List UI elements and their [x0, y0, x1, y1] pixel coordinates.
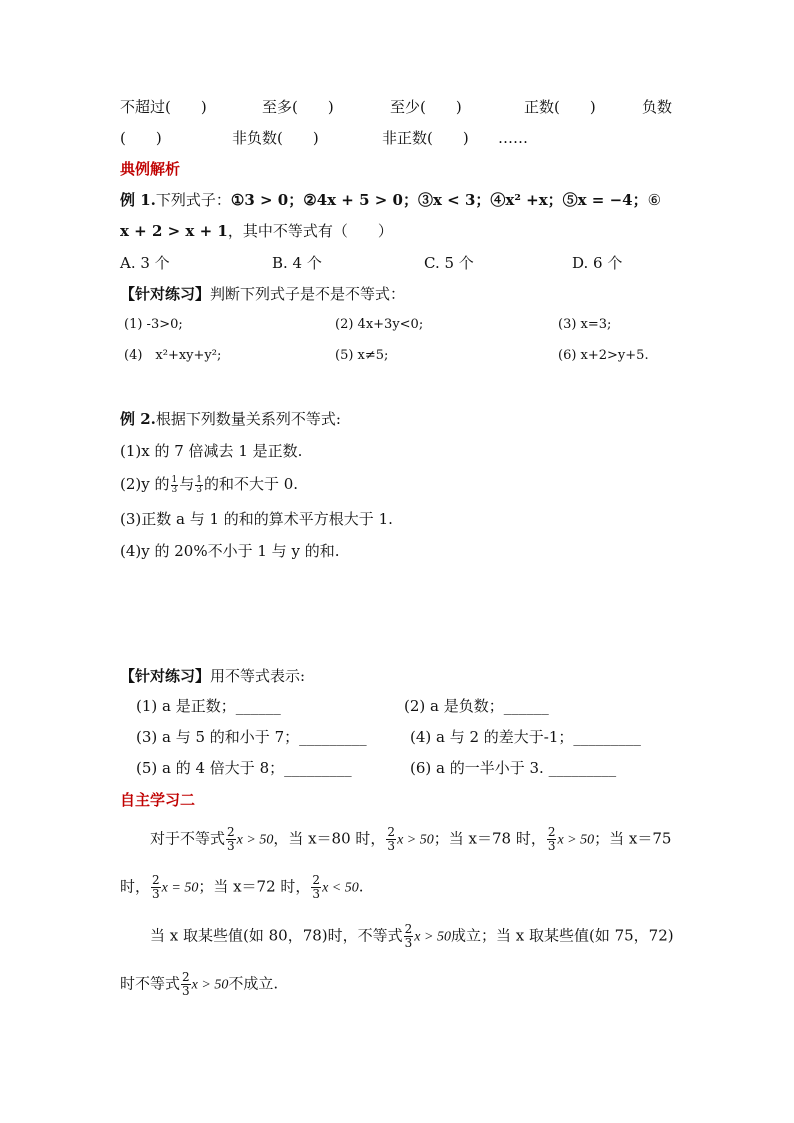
formula: ④x² +x；	[490, 191, 563, 209]
example-label: 例 1.	[120, 191, 156, 209]
formula: x + 2 > x + 1	[120, 222, 228, 240]
option-b: B. 4 个	[272, 254, 322, 272]
practice-item: (5) a 的 4 倍大于 8；_________	[136, 759, 352, 777]
example-1-line2	[120, 221, 393, 241]
intro-item: 至多( )	[262, 98, 334, 116]
practice-instruction: 用不等式表示:	[210, 667, 306, 685]
option-c: C. 5 个	[424, 254, 474, 272]
example-2-item-3: (3)正数 a 与 1 的和的算术平方根大于 1.	[120, 510, 393, 528]
example-2-item-2	[120, 474, 298, 495]
example-text: ，其中不等式有（ ）	[227, 222, 393, 240]
fraction: $\frac{2}{3}$	[182, 970, 190, 998]
example-lead: 下列式子：	[155, 191, 231, 209]
intro-item: 正数( )	[524, 98, 596, 116]
practice-item: (4) x²+xy+y²;	[124, 348, 222, 363]
item-text: 与	[179, 475, 195, 493]
item-text: (2)y 的	[120, 475, 170, 493]
practice-item: (4) a 与 2 的差大于-1；_________	[410, 728, 641, 746]
option-a: A. 3 个	[120, 254, 170, 272]
fraction: $\frac{2}{3}$	[152, 873, 160, 901]
intro-item: ( )	[120, 129, 162, 147]
example-1-line1	[120, 190, 661, 210]
practice-item: (3) a 与 5 的和小于 7；_________	[136, 728, 367, 746]
practice-instruction: 判断下列式子是不是不等式：	[210, 285, 406, 303]
self-study-paragraph-2b: 时不等式 $\frac{2}{3}$ x > 50不成立.	[120, 970, 279, 998]
item-text: 的和不大于 0.	[203, 475, 299, 493]
self-study-paragraph-1: 对于不等式 $\frac{2}{3}$ x > 50，当 x＝80 时， $\frac{2}{3}$ x > 50；当 x＝78 时， $\frac{2}{3}$ x > 50；当 x＝75	[150, 825, 672, 853]
fraction: $\frac{2}{3}$	[227, 825, 235, 853]
intro-item: 非正数( )	[382, 129, 469, 147]
fraction: $\frac{2}{3}$	[312, 873, 321, 901]
option-d: D. 6 个	[572, 254, 623, 272]
practice-2-title	[120, 666, 305, 686]
fraction: $\frac{1}{3}$	[171, 474, 178, 495]
formula: ⑤x = −4；	[562, 191, 648, 209]
practice-label: 【针对练习】	[120, 667, 211, 685]
formula: ①3 > 0；	[230, 191, 304, 209]
fraction: $\frac{1}{3}$	[196, 474, 202, 495]
intro-item: 不超过( )	[120, 98, 207, 116]
practice-item: (1) -3>0;	[124, 317, 183, 332]
intro-item: 非负数( )	[232, 129, 319, 147]
fraction: $\frac{2}{3}$	[404, 922, 413, 950]
practice-item: (2) a 是负数；______	[404, 697, 549, 715]
intro-item: 至少( )	[390, 98, 462, 116]
practice-item: (1) a 是正数；______	[136, 697, 281, 715]
formula: ⑥	[647, 191, 662, 209]
example-lead: 根据下列数量关系列不等式:	[155, 410, 341, 428]
practice-item: (2) 4x+3y<0;	[335, 317, 424, 332]
fraction: $\frac{2}{3}$	[547, 825, 556, 853]
practice-item: (6) a 的一半小于 3. _________	[410, 759, 617, 777]
intro-item: ……	[498, 129, 528, 147]
practice-item: (6) x+2>y+5.	[558, 348, 649, 363]
section-title-self-study: 自主学习二	[120, 791, 196, 809]
formula: ②4x + 5 > 0；	[303, 191, 418, 209]
self-study-paragraph-1b: 时， $\frac{2}{3}$ x = 50；当 x＝72 时， $\frac{2}{3}$ x < 50.	[120, 873, 364, 901]
intro-item: 负数	[642, 98, 673, 116]
example-2-item-1: (1)x 的 7 倍减去 1 是正数.	[120, 442, 303, 460]
section-title-examples: 典例解析	[120, 160, 181, 178]
practice-item: (3) x=3;	[558, 317, 612, 332]
example-2-item-4: (4)y 的 20%不小于 1 与 y 的和.	[120, 542, 340, 560]
practice-1-title	[120, 284, 405, 304]
example-label: 例 2.	[120, 410, 156, 428]
fraction: $\frac{2}{3}$	[387, 825, 396, 853]
example-2-title	[120, 409, 341, 429]
self-study-paragraph-2: 当 x 取某些值(如 80，78)时，不等式 $\frac{2}{3}$ x > 50成立；当 x 取某些值(如 75，72)	[150, 922, 674, 950]
practice-item: (5) x≠5;	[335, 348, 389, 363]
formula: ③x < 3；	[417, 191, 491, 209]
practice-label: 【针对练习】	[120, 285, 211, 303]
